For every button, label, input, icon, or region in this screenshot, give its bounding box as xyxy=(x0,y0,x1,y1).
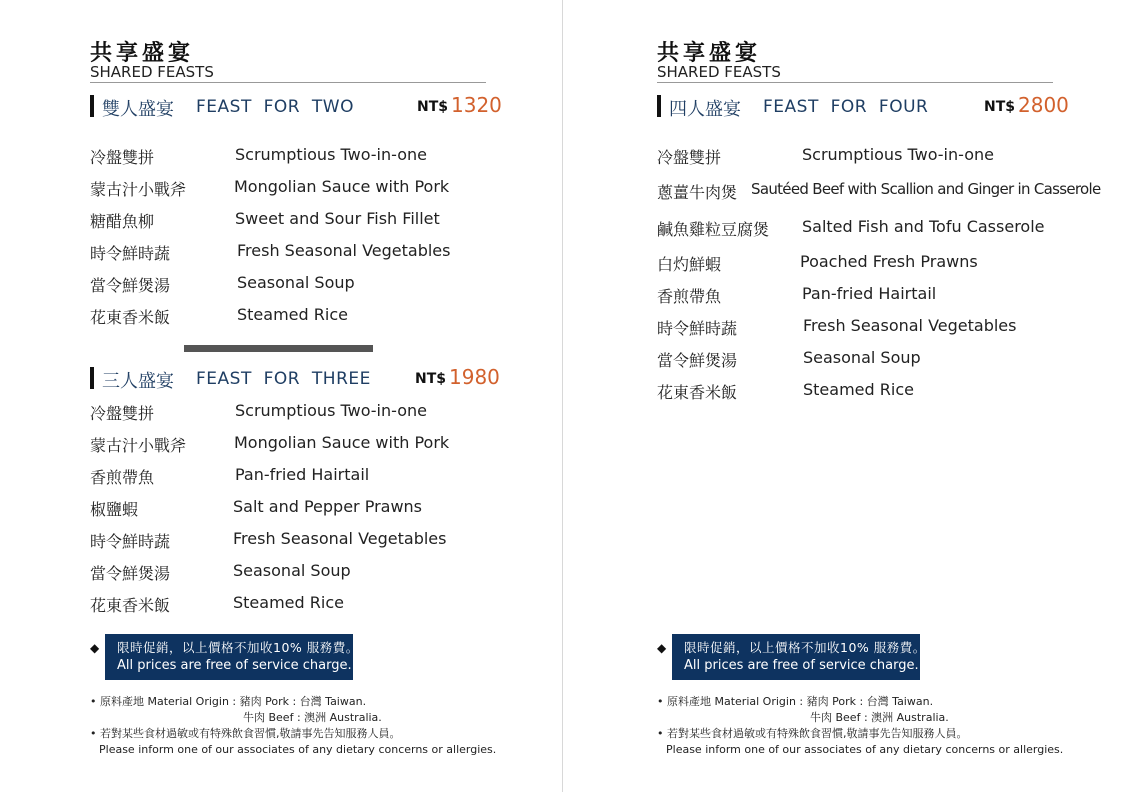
menu-item-cn: 時令鮮時蔬 xyxy=(90,532,171,551)
notice-line-en: All prices are free of service charge. xyxy=(684,658,919,673)
menu-item-en: Mongolian Sauce with Pork xyxy=(234,433,450,452)
allergy-note-cn: • 若對某些食材過敏或有特殊飲食習慣,敬請事先告知服務人員。 xyxy=(657,727,968,740)
section-name-en: FEAST FOR TWO xyxy=(196,97,354,117)
menu-item-en: Poached Fresh Prawns xyxy=(800,252,978,271)
section-name-en: FEAST FOR FOUR xyxy=(763,97,929,117)
origin-note: • 原料產地 Material Origin : 豬肉 Pork : 台灣 Taiwan. xyxy=(90,695,367,708)
section-name-cn: 三人盛宴 xyxy=(102,371,174,392)
price-currency: NT$ xyxy=(415,371,447,387)
menu-item xyxy=(90,171,530,203)
menu-item-cn: 冷盤雙拼 xyxy=(90,404,155,423)
menu-item-cn: 香煎帶魚 xyxy=(657,287,722,306)
menu-item xyxy=(90,299,530,331)
menu-item-en: Scrumptious Two-in-one xyxy=(235,401,427,420)
menu-item-cn: 當令鮮煲湯 xyxy=(90,276,171,295)
page-title-en: SHARED FEASTS xyxy=(657,63,781,81)
menu-item-en: Steamed Rice xyxy=(233,593,344,612)
menu-item-en: Fresh Seasonal Vegetables xyxy=(237,241,451,260)
menu-item xyxy=(657,342,1117,374)
menu-item xyxy=(657,174,1117,211)
menu-item-en: Steamed Rice xyxy=(237,305,348,324)
section-divider xyxy=(184,345,373,352)
origin-note-beef: 牛肉 Beef : 澳洲 Australia. xyxy=(243,711,382,724)
title-rule xyxy=(657,82,1053,83)
section-price: 2800 xyxy=(1018,93,1069,117)
menu-item-cn: 當令鮮煲湯 xyxy=(657,351,738,370)
menu-item xyxy=(90,395,530,427)
section-price: 1320 xyxy=(451,93,502,117)
menu-item xyxy=(657,310,1117,342)
menu-page-right xyxy=(563,0,1125,792)
section-name-cn: 四人盛宴 xyxy=(669,99,741,120)
page-title-cn: 共享盛宴 xyxy=(90,41,195,66)
menu-item xyxy=(657,374,1117,406)
price-currency: NT$ xyxy=(417,99,449,115)
section-header-feast-for-four xyxy=(657,93,1077,119)
price-currency: NT$ xyxy=(984,99,1016,115)
menu-item xyxy=(657,139,1117,174)
menu-item-en: Seasonal Soup xyxy=(237,273,355,292)
menu-item-en: Fresh Seasonal Vegetables xyxy=(803,316,1017,335)
menu-item xyxy=(90,427,530,459)
menu-item-cn: 冷盤雙拼 xyxy=(657,148,722,167)
menu-item-cn: 當令鮮煲湯 xyxy=(90,564,171,583)
menu-item-cn: 時令鮮時蔬 xyxy=(657,319,738,338)
menu-item-cn: 冷盤雙拼 xyxy=(90,148,155,167)
menu-item xyxy=(90,523,530,555)
menu-item-cn: 時令鮮時蔬 xyxy=(90,244,171,263)
origin-note-beef: 牛肉 Beef : 澳洲 Australia. xyxy=(810,711,949,724)
menu-item xyxy=(90,203,530,235)
menu-item xyxy=(90,459,530,491)
menu-item xyxy=(90,235,530,267)
menu-item-cn: 椒鹽蝦 xyxy=(90,500,139,519)
menu-item-cn: 白灼鮮蝦 xyxy=(657,255,722,274)
menu-item-cn: 蒙古汁小戰斧 xyxy=(90,436,187,455)
menu-item-cn: 花東香米飯 xyxy=(657,383,738,402)
notice-line-en: All prices are free of service charge. xyxy=(117,658,352,673)
menu-item xyxy=(657,278,1117,310)
section-marker-bar xyxy=(657,95,661,117)
menu-item-en: Mongolian Sauce with Pork xyxy=(234,177,450,196)
menu-item xyxy=(90,587,530,619)
menu-item-en: Fresh Seasonal Vegetables xyxy=(233,529,447,548)
menu-item-cn: 花東香米飯 xyxy=(90,596,171,615)
menu-list-feast-for-four xyxy=(657,139,1117,406)
notice-line-cn: 限時促銷，以上價格不加收10% 服務費。 xyxy=(117,640,359,655)
menu-item xyxy=(90,267,530,299)
notice-line-cn: 限時促銷，以上價格不加收10% 服務費。 xyxy=(684,640,926,655)
menu-item-en: Seasonal Soup xyxy=(803,348,921,367)
menu-item-cn: 蒙古汁小戰斧 xyxy=(90,180,187,199)
section-marker-bar xyxy=(90,367,94,389)
section-marker-bar xyxy=(90,95,94,117)
menu-item-cn: 鹹魚雞粒豆腐煲 xyxy=(657,220,770,239)
menu-item xyxy=(90,491,530,523)
menu-item-en: Salted Fish and Tofu Casserole xyxy=(802,217,1045,236)
menu-item-en: Salt and Pepper Prawns xyxy=(233,497,423,516)
section-header-feast-for-two xyxy=(90,93,510,119)
section-header-feast-for-three xyxy=(90,365,510,391)
menu-item-en: Scrumptious Two-in-one xyxy=(802,145,994,164)
section-price: 1980 xyxy=(449,365,500,389)
allergy-note-en: Please inform one of our associates of any dietary concerns or allergies. xyxy=(99,743,497,756)
menu-item-cn: 花東香米飯 xyxy=(90,308,171,327)
menu-item-en: Scrumptious Two-in-one xyxy=(235,145,427,164)
origin-note: • 原料產地 Material Origin : 豬肉 Pork : 台灣 Taiwan. xyxy=(657,695,934,708)
title-rule xyxy=(90,82,486,83)
menu-item xyxy=(90,555,530,587)
page-title-en: SHARED FEASTS xyxy=(90,63,214,81)
menu-item xyxy=(90,139,530,171)
menu-item-en: Sautéed Beef with Scallion and Ginger in Casserole xyxy=(751,180,1101,198)
service-charge-notice xyxy=(105,634,359,680)
menu-item-cn: 蔥薑牛肉煲 xyxy=(657,183,738,202)
section-name-en: FEAST FOR THREE xyxy=(196,369,371,389)
menu-item xyxy=(657,246,1117,278)
allergy-note-en: Please inform one of our associates of any dietary concerns or allergies. xyxy=(666,743,1064,756)
notice-bullet-icon: ◆ xyxy=(90,641,100,655)
section-name-cn: 雙人盛宴 xyxy=(102,99,174,120)
allergy-note-cn: • 若對某些食材過敏或有特殊飲食習慣,敬請事先告知服務人員。 xyxy=(90,727,401,740)
notice-bullet-icon: ◆ xyxy=(657,641,667,655)
menu-item-en: Seasonal Soup xyxy=(233,561,351,580)
menu-item-cn: 香煎帶魚 xyxy=(90,468,155,487)
menu-item-en: Pan-fried Hairtail xyxy=(235,465,370,484)
menu-item-en: Steamed Rice xyxy=(803,380,914,399)
menu-item xyxy=(657,211,1117,246)
menu-item-en: Pan-fried Hairtail xyxy=(802,284,937,303)
page-title-cn: 共享盛宴 xyxy=(657,41,762,66)
menu-item-en: Sweet and Sour Fish Fillet xyxy=(235,209,440,228)
menu-list-feast-for-two xyxy=(90,139,530,331)
service-charge-notice xyxy=(672,634,926,680)
menu-item-cn: 糖醋魚柳 xyxy=(90,212,155,231)
menu-list-feast-for-three xyxy=(90,395,530,619)
